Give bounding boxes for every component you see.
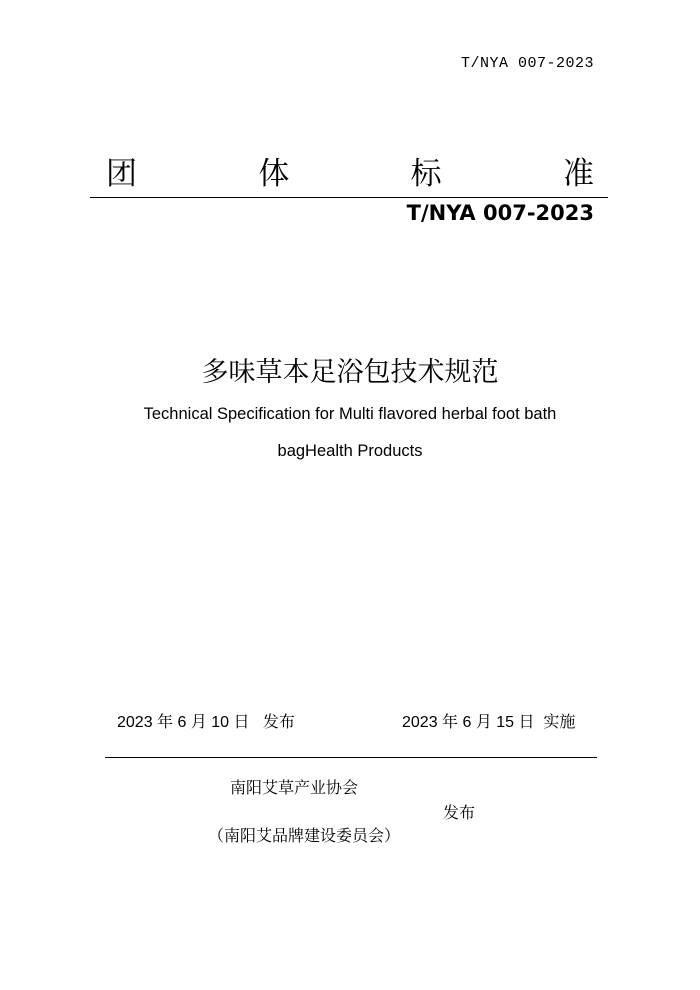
top-divider	[90, 197, 608, 198]
standard-type-char: 体	[258, 156, 290, 192]
standard-type-heading	[106, 148, 594, 193]
document-title-chinese: 多味草本足浴包技术规范	[201, 357, 499, 388]
document-title-english-line-1: Technical Specification for Multi flavored herbal foot bath	[143, 405, 557, 423]
publish-label: 发布	[443, 803, 476, 822]
publisher-sub-organization: （南阳艾品牌建设委员会）	[208, 826, 401, 845]
document-title-english-line-2: bagHealth Products	[277, 442, 423, 460]
standard-number: T/NYA 007-2023	[406, 201, 594, 225]
bottom-divider	[105, 757, 597, 758]
standard-type-char: 标	[410, 156, 442, 192]
standard-type-char: 团	[106, 156, 137, 192]
standard-type-char: 准	[562, 156, 594, 192]
implementation-date: 2023 年 6 月 15 日 实施	[402, 714, 576, 731]
header-standard-code: T/NYA 007-2023	[460, 55, 594, 72]
issue-date: 2023 年 6 月 10 日 发布	[117, 714, 295, 731]
publisher-organization: 南阳艾草产业协会	[230, 778, 359, 797]
